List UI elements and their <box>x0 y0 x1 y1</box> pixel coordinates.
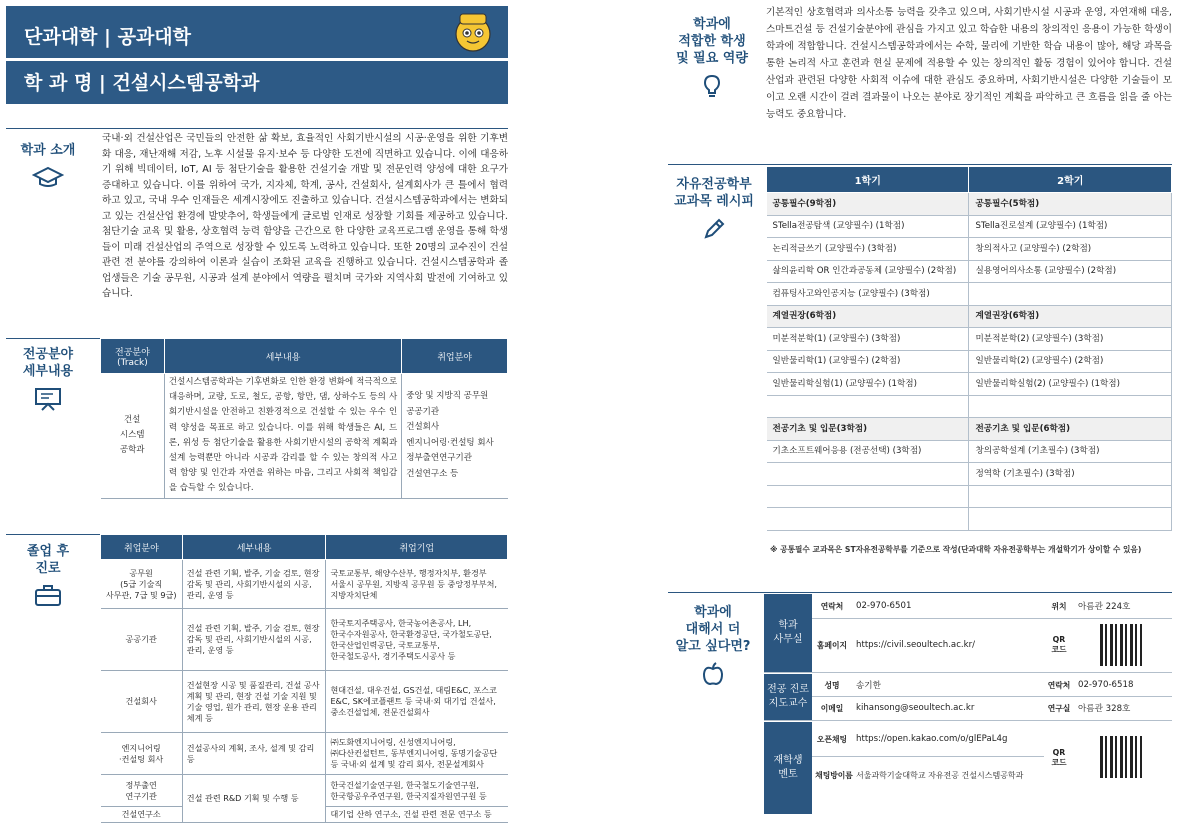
department-title: 학 과 명 | 건설시스템공학과 <box>24 72 260 94</box>
curriculum-row <box>767 238 1172 261</box>
apple-icon <box>701 661 725 687</box>
curriculum-cell: 전공기초 및 입문(6학점) <box>969 418 1172 441</box>
curriculum-cell: 미분적분학(1) (교양필수) (3학점) <box>767 328 969 351</box>
professor-name: 송기한 <box>856 681 881 691</box>
more-label: 학과에 대해서 더 알고 싶다면? <box>666 604 760 687</box>
contact-table: 학과 사무실 연락처 02-970-6501 위치 아름관 224호 홈페이지 https://civil.seoultech.ac.kr/ QR 코드 전공 진로 지도교수 성명 송기한 연락처 02-970-6518 이메일 kihansong@seoultech.ac.kr 연구실 아름관 328호 재학생 멘토 오픈채팅 https://open.kakao.com/o/glEPaL4g 채팅방이름 서울과학기술대학교 자유전공 건설시스템공학과 QR 코드 <box>764 594 1172 814</box>
table-row: 정부출연 연구기관 건설 관련 R&D 기획 및 수행 등 한국건설기술연구원, 한국철도기술연구원, 한국항공우주연구원, 한국지질자원연구원 등 <box>101 775 508 807</box>
curriculum-cell: 공통필수(5학점) <box>969 193 1172 216</box>
track-header-detail: 세부내용 <box>164 339 401 374</box>
curriculum-cell: STella진로설계 (교양필수) (1학점) <box>969 215 1172 238</box>
open-chat-link[interactable]: https://open.kakao.com/o/glEPaL4g <box>856 734 1008 744</box>
track-header-track: 전공분야 (Track) <box>101 339 165 374</box>
more-divider <box>668 592 1172 593</box>
curriculum-row <box>767 373 1172 396</box>
curriculum-row <box>767 440 1172 463</box>
curriculum-row <box>767 215 1172 238</box>
grad-header-company: 취업기업 <box>326 535 508 560</box>
track-name: 건설 시스템 공학과 <box>101 374 165 499</box>
curriculum-row <box>767 193 1172 216</box>
fit-text: 기본적인 상호협력과 의사소통 능력을 갖추고 있으며, 사회기반시설 시공과 운영, 자연재해 대응, 스마트건설 등 건설기술분야에 관심을 가지고 있고 학습한 내용의 창의적인 응용이 가능한 학생이 학과에 적합합니다. 건설시스템공학과에서는 수학, 물리에 기반한 학습 내용이 많아, 해당 과목을 통한 논리적 사고 훈련과 현실 문제에 적용할 수 있는 창의적인 활동 경험이 있어야 합니다. 건설산업과 관련된 다양한 사회적 이슈에 대한 관심도 중요하며, 사회기반시설은 다양한 기술들이 모이고 오랜 시간이 걸려 결과물이 나오는 분야로 장기적인 계획을 파악하고 큰 흐름을 읽을 줄 아는 능력도 중요합니다. <box>766 7 1172 120</box>
table-row: 공무원 (5급 기술직 사무관, 7급 및 9급) 건설 관련 기획, 발주, 기술 검토, 현장 감독 및 관리, 사회기반시설의 시공, 관리, 운영 등 국토교통부, 해양수산부, 행정자치부, 환경부 서울시 공무원, 지방직 공무원 등 중앙정부부처, 지방자치단체 <box>101 560 508 609</box>
professor-email[interactable]: kihansong@seoultech.ac.kr <box>856 703 975 713</box>
curriculum-row <box>767 305 1172 328</box>
table-row: 건설회사 건설현장 시공 및 품질관리, 건설 공사 계획 및 관리, 현장 건설 기술 지원 및 기술 영업, 원가 관리, 현장 운용 관리 체계 등 현대건설, 대우건설, GS건설, 대림E&C, 포스코 E&C, SK에코플랜트 등 국내·외 대기업 건설사, 중소건설업체, 전문건설회사 <box>101 671 508 733</box>
track-table <box>100 338 508 499</box>
curriculum-cell <box>969 485 1172 508</box>
curriculum-divider <box>668 164 1172 165</box>
curriculum-cell <box>767 508 969 531</box>
curriculum-row <box>767 485 1172 508</box>
curriculum-cell: 창의적사고 (교양필수) (2학점) <box>969 238 1172 261</box>
office-phone: 02-970-6501 <box>856 601 912 611</box>
office-label: 학과 사무실 <box>764 594 812 672</box>
fit-label: 학과에 적합한 학생 및 필요 역량 <box>668 16 756 99</box>
curriculum-cell <box>767 463 969 486</box>
track-header-jobs: 취업분야 <box>402 339 508 374</box>
curriculum-cell <box>969 283 1172 306</box>
curriculum-cell: 전공기초 및 입문(3학점) <box>767 418 969 441</box>
curriculum-row <box>767 463 1172 486</box>
professor-label: 전공 진로 지도교수 <box>764 674 812 720</box>
office-location: 아름관 224호 <box>1078 602 1131 612</box>
intro-divider <box>6 128 508 129</box>
curriculum-row <box>767 418 1172 441</box>
curriculum-row <box>767 350 1172 373</box>
homepage-qr-code[interactable] <box>1100 624 1142 666</box>
curriculum-row <box>767 328 1172 351</box>
professor-phone: 02-970-6518 <box>1078 680 1134 690</box>
briefcase-icon <box>33 583 63 607</box>
table-row: 공공기관 건설 관련 기획, 발주, 기술 검토, 현장 감독 및 관리, 사회기반시설의 시공, 관리, 운영 등 한국토지주택공사, 한국농어촌공사, LH, 한국수자원공사, 한국환경공단, 국가철도공단, 한국산업인력공단, 국토교통부, 한국철도공사, 경기주택도시공사 등 <box>101 609 508 671</box>
table-row: 엔지니어링 ·컨설팅 회사 건설공사의 계획, 조사, 설계 및 감리 등 ㈜도화엔지니어링, 신성엔지니어링, ㈜다산컨설턴트, 동부엔지니어링, 동명기술공단 등 국내·외 설계 및 감리 회사, 전문설계회사 <box>101 733 508 775</box>
grad-header-field: 취업분야 <box>101 535 183 560</box>
curriculum-row <box>767 283 1172 306</box>
homepage-link[interactable]: https://civil.seoultech.ac.kr/ <box>856 640 976 650</box>
intro-label: 학과 소개 <box>8 142 88 189</box>
grad-label: 졸업 후 진로 <box>8 543 88 607</box>
curriculum-cell: 실용영어의사소통 (교양필수) (2학점) <box>969 260 1172 283</box>
curriculum-cell: 미분적분학(2) (교양필수) (3학점) <box>969 328 1172 351</box>
table-row: 건설연구소 대기업 산하 연구소, 건설 관련 전문 연구소 등 <box>101 807 508 823</box>
track-jobs: 중앙 및 지방직 공무원 공공기관 건설회사 엔지니어링·컨설팅 회사 정부출연연구기관 건설연구소 등 <box>402 374 508 499</box>
curriculum-cell: 컴퓨팅사고와인공지능 (교양필수) (3학점) <box>767 283 969 306</box>
curriculum-table <box>766 166 1172 531</box>
curriculum-cell <box>767 395 969 418</box>
curriculum-cell <box>969 395 1172 418</box>
curriculum-cell: 삶의윤리학 OR 인간과공동체 (교양필수) (2학점) <box>767 260 969 283</box>
professor-lab: 아름관 328호 <box>1078 704 1131 714</box>
curriculum-note: ※ 공통필수 교과목은 ST자유전공학부를 기준으로 작성(단과대학 자유전공학부는 개설학기가 상이할 수 있음) <box>770 545 1142 554</box>
curriculum-cell <box>969 508 1172 531</box>
curriculum-cell: 일반물리학(1) (교양필수) (2학점) <box>767 350 969 373</box>
college-title: 단과대학 | 공과대학 <box>24 26 192 48</box>
curriculum-label: 자유전공학부 교과목 레시피 <box>668 176 760 242</box>
curriculum-header-sem2: 2학기 <box>969 167 1172 193</box>
curriculum-cell: 정역학 (기초필수) (3학점) <box>969 463 1172 486</box>
chat-qr-code[interactable] <box>1100 736 1142 778</box>
curriculum-cell: 계열권장(6학점) <box>969 305 1172 328</box>
curriculum-row <box>767 508 1172 531</box>
track-detail: 건설시스템공학과는 기후변화로 인한 환경 변화에 적극적으로 대응하며, 교량, 도로, 철도, 공항, 항만, 댐, 상하수도 등의 사회기반시설을 안전하고 친환경적으로 건설할 수 있는 우수 인력 양성을 목표로 하고 있습니다. 이를 위해 학생들은 AI, 드론, 위성 등 첨단기술을 활용한 사회기반시설의 공학적 계획과 설계 능력뿐만 아니라 시공과 감리를 할 수 있는 창의적 사고력 함양 및 인간과 자연을 위하는 마음, 그리고 사회적 책임감을 습득할 수 있습니다. <box>164 374 401 499</box>
chat-room-name: 서울과학기술대학교 자유전공 건설시스템공학과 <box>856 770 1024 780</box>
curriculum-row <box>767 260 1172 283</box>
lightbulb-icon <box>699 73 725 99</box>
header-divider <box>6 58 508 61</box>
mentor-label: 재학생 멘토 <box>764 722 812 814</box>
graduation-cap-icon <box>32 165 64 189</box>
intro-text: 국내·외 건설산업은 국민들의 안전한 삶 확보, 효율적인 사회기반시설의 시공·운영을 위한 기후변화 대응, 재난재해 저감, 노후 시설물 유지·보수 등 다양한 도전에 직면하고 있습니다. 이에 대응하기 위해 빅데이터, IoT, AI 등 첨단기술을 활용한 건설기술 개발 및 전문인력 양성에 대한 요구가 증대하고 있습니다. 이를 위하여 국가, 지자체, 학계, 공사, 건설회사, 설계회사가 큰 틀에서 협력하고 있고, 국내 우수 인재들은 세계시장에도 진출하고 있습니다. 건설시스템공학과에서는 변화되고 있는 건설산업 환경에 발맞추어, 학생들에게 글로벌 인재로 성장할 기회를 제공하고 있습니다. 첨단기술 교육 및 활용, 상호협력 능력 함양을 근간으로 한 다양한 교육프로그램 운영을 통해 학생들이 미래 건설산업의 주역으로 성장할 수 있도록 노력하고 있습니다. 또한 20명의 교수진이 건설 관련 전 분야를 강의하여 이론과 실습이 조화된 교육을 진행하고 있습니다. 건설시스템공학과 졸업생들은 기술 공무원, 시공과 설계 분야에서 역량을 펼치며 국가와 지역사회 발전에 기여하고 있습니다. <box>102 133 508 299</box>
curriculum-cell: 일반물리학실험(1) (교양필수) (1학점) <box>767 373 969 396</box>
curriculum-cell: 계열권장(6학점) <box>767 305 969 328</box>
pencil-icon <box>701 216 727 242</box>
presentation-board-icon <box>33 386 63 412</box>
grad-header-detail: 세부내용 <box>182 535 326 560</box>
curriculum-cell: 논리적글쓰기 (교양필수) (3학점) <box>767 238 969 261</box>
curriculum-cell: 일반물리학실험(2) (교양필수) (1학점) <box>969 373 1172 396</box>
track-label: 전공분야 세부내용 <box>8 346 88 412</box>
curriculum-row <box>767 395 1172 418</box>
curriculum-cell: 기초소프트웨어응용 (전공선택) (3학점) <box>767 440 969 463</box>
curriculum-cell <box>767 485 969 508</box>
curriculum-cell: 일반물리학(2) (교양필수) (2학점) <box>969 350 1172 373</box>
curriculum-cell: STella전공탐색 (교양필수) (1학점) <box>767 215 969 238</box>
grad-table <box>100 534 508 823</box>
mascot-icon <box>450 8 496 54</box>
header-banner <box>6 6 508 104</box>
curriculum-header-sem1: 1학기 <box>767 167 969 193</box>
curriculum-cell: 창의공학설계 (기초필수) (3학점) <box>969 440 1172 463</box>
curriculum-cell: 공통필수(9학점) <box>767 193 969 216</box>
